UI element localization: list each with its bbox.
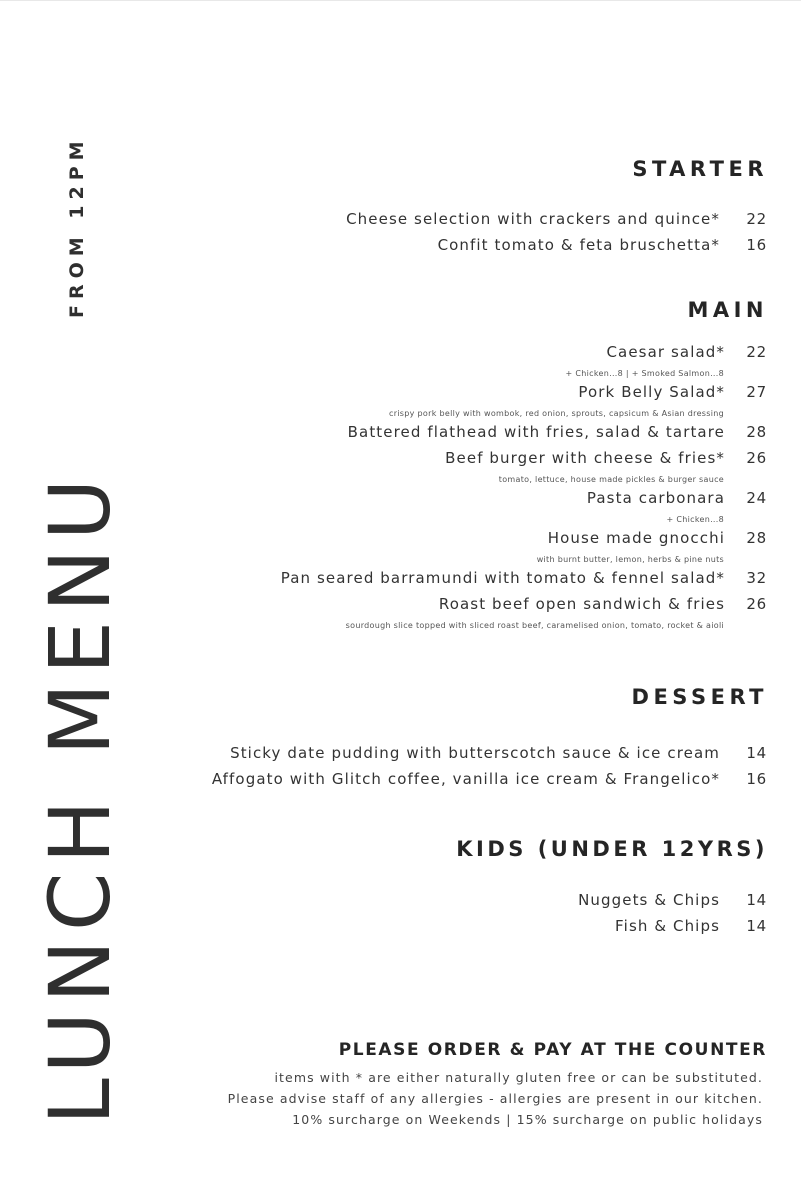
menu-item	[0, 423, 801, 445]
menu-item	[0, 210, 801, 232]
section-heading-starter: STARTER	[632, 157, 768, 181]
menu-item	[0, 489, 801, 511]
menu-item	[0, 569, 801, 591]
item-name: Nuggets & Chips	[578, 891, 720, 909]
item-price: 14	[746, 891, 767, 909]
item-price: 14	[746, 917, 767, 935]
menu-item	[0, 236, 801, 258]
item-name: Affogato with Glitch coffee, vanilla ice cream & Frangelico*	[211, 770, 720, 788]
surcharge-note: 10% surcharge on Weekends | 15% surcharge on public holidays	[292, 1112, 763, 1127]
menu-item	[0, 449, 801, 471]
item-price: 26	[746, 595, 767, 613]
item-price: 32	[746, 569, 767, 587]
item-name: Caesar salad*	[606, 343, 725, 361]
section-heading-dessert: DESSERT	[631, 685, 768, 709]
dietary-note: items with * are either naturally gluten free or can be substituted.	[274, 1070, 763, 1085]
menu-title: LUNCH MENU	[31, 469, 129, 1125]
menu-item	[0, 383, 801, 405]
item-note: with burnt butter, lemon, herbs & pine nuts	[536, 555, 724, 564]
item-note: crispy pork belly with wombok, red onion, sprouts, capsicum & Asian dressing	[389, 409, 724, 418]
item-name: House made gnocchi	[547, 529, 725, 547]
item-price: 22	[746, 210, 767, 228]
section-heading-kids: KIDS (UNDER 12YRS)	[456, 837, 768, 861]
allergy-note: Please advise staff of any allergies - allergies are present in our kitchen.	[227, 1091, 763, 1106]
item-name: Pan seared barramundi with tomato & fennel salad*	[280, 569, 725, 587]
item-name: Fish & Chips	[615, 917, 720, 935]
menu-item	[0, 343, 801, 365]
item-name: Sticky date pudding with butterscotch sauce & ice cream	[230, 744, 720, 762]
item-note: tomato, lettuce, house made pickles & burger sauce	[498, 475, 724, 484]
item-name: Pasta carbonara	[586, 489, 725, 507]
item-price: 28	[746, 529, 767, 547]
menu-item	[0, 744, 801, 766]
item-name: Battered flathead with fries, salad & tartare	[347, 423, 725, 441]
menu-hours: FROM 12PM	[66, 135, 88, 318]
item-price: 27	[746, 383, 767, 401]
menu-item	[0, 529, 801, 551]
item-name: Cheese selection with crackers and quince*	[346, 210, 720, 228]
item-price: 16	[746, 236, 767, 254]
item-price: 24	[746, 489, 767, 507]
item-note: + Chicken...8 | + Smoked Salmon...8	[565, 369, 724, 378]
item-name: Confit tomato & feta bruschetta*	[437, 236, 720, 254]
menu-item	[0, 891, 801, 913]
item-name: Pork Belly Salad*	[578, 383, 725, 401]
item-name: Beef burger with cheese & fries*	[445, 449, 725, 467]
item-name: Roast beef open sandwich & fries	[438, 595, 725, 613]
menu-item	[0, 595, 801, 617]
item-price: 22	[746, 343, 767, 361]
top-border	[0, 0, 801, 1]
item-note: sourdough slice topped with sliced roast beef, caramelised onion, tomato, rocket & aioli	[345, 621, 724, 630]
menu-item	[0, 770, 801, 792]
item-price: 14	[746, 744, 767, 762]
menu-item	[0, 917, 801, 939]
item-price: 28	[746, 423, 767, 441]
item-price: 26	[746, 449, 767, 467]
order-instructions: PLEASE ORDER & PAY AT THE COUNTER	[338, 1040, 767, 1060]
item-price: 16	[746, 770, 767, 788]
item-note: + Chicken...8	[666, 515, 724, 524]
section-heading-main: MAIN	[687, 298, 768, 322]
